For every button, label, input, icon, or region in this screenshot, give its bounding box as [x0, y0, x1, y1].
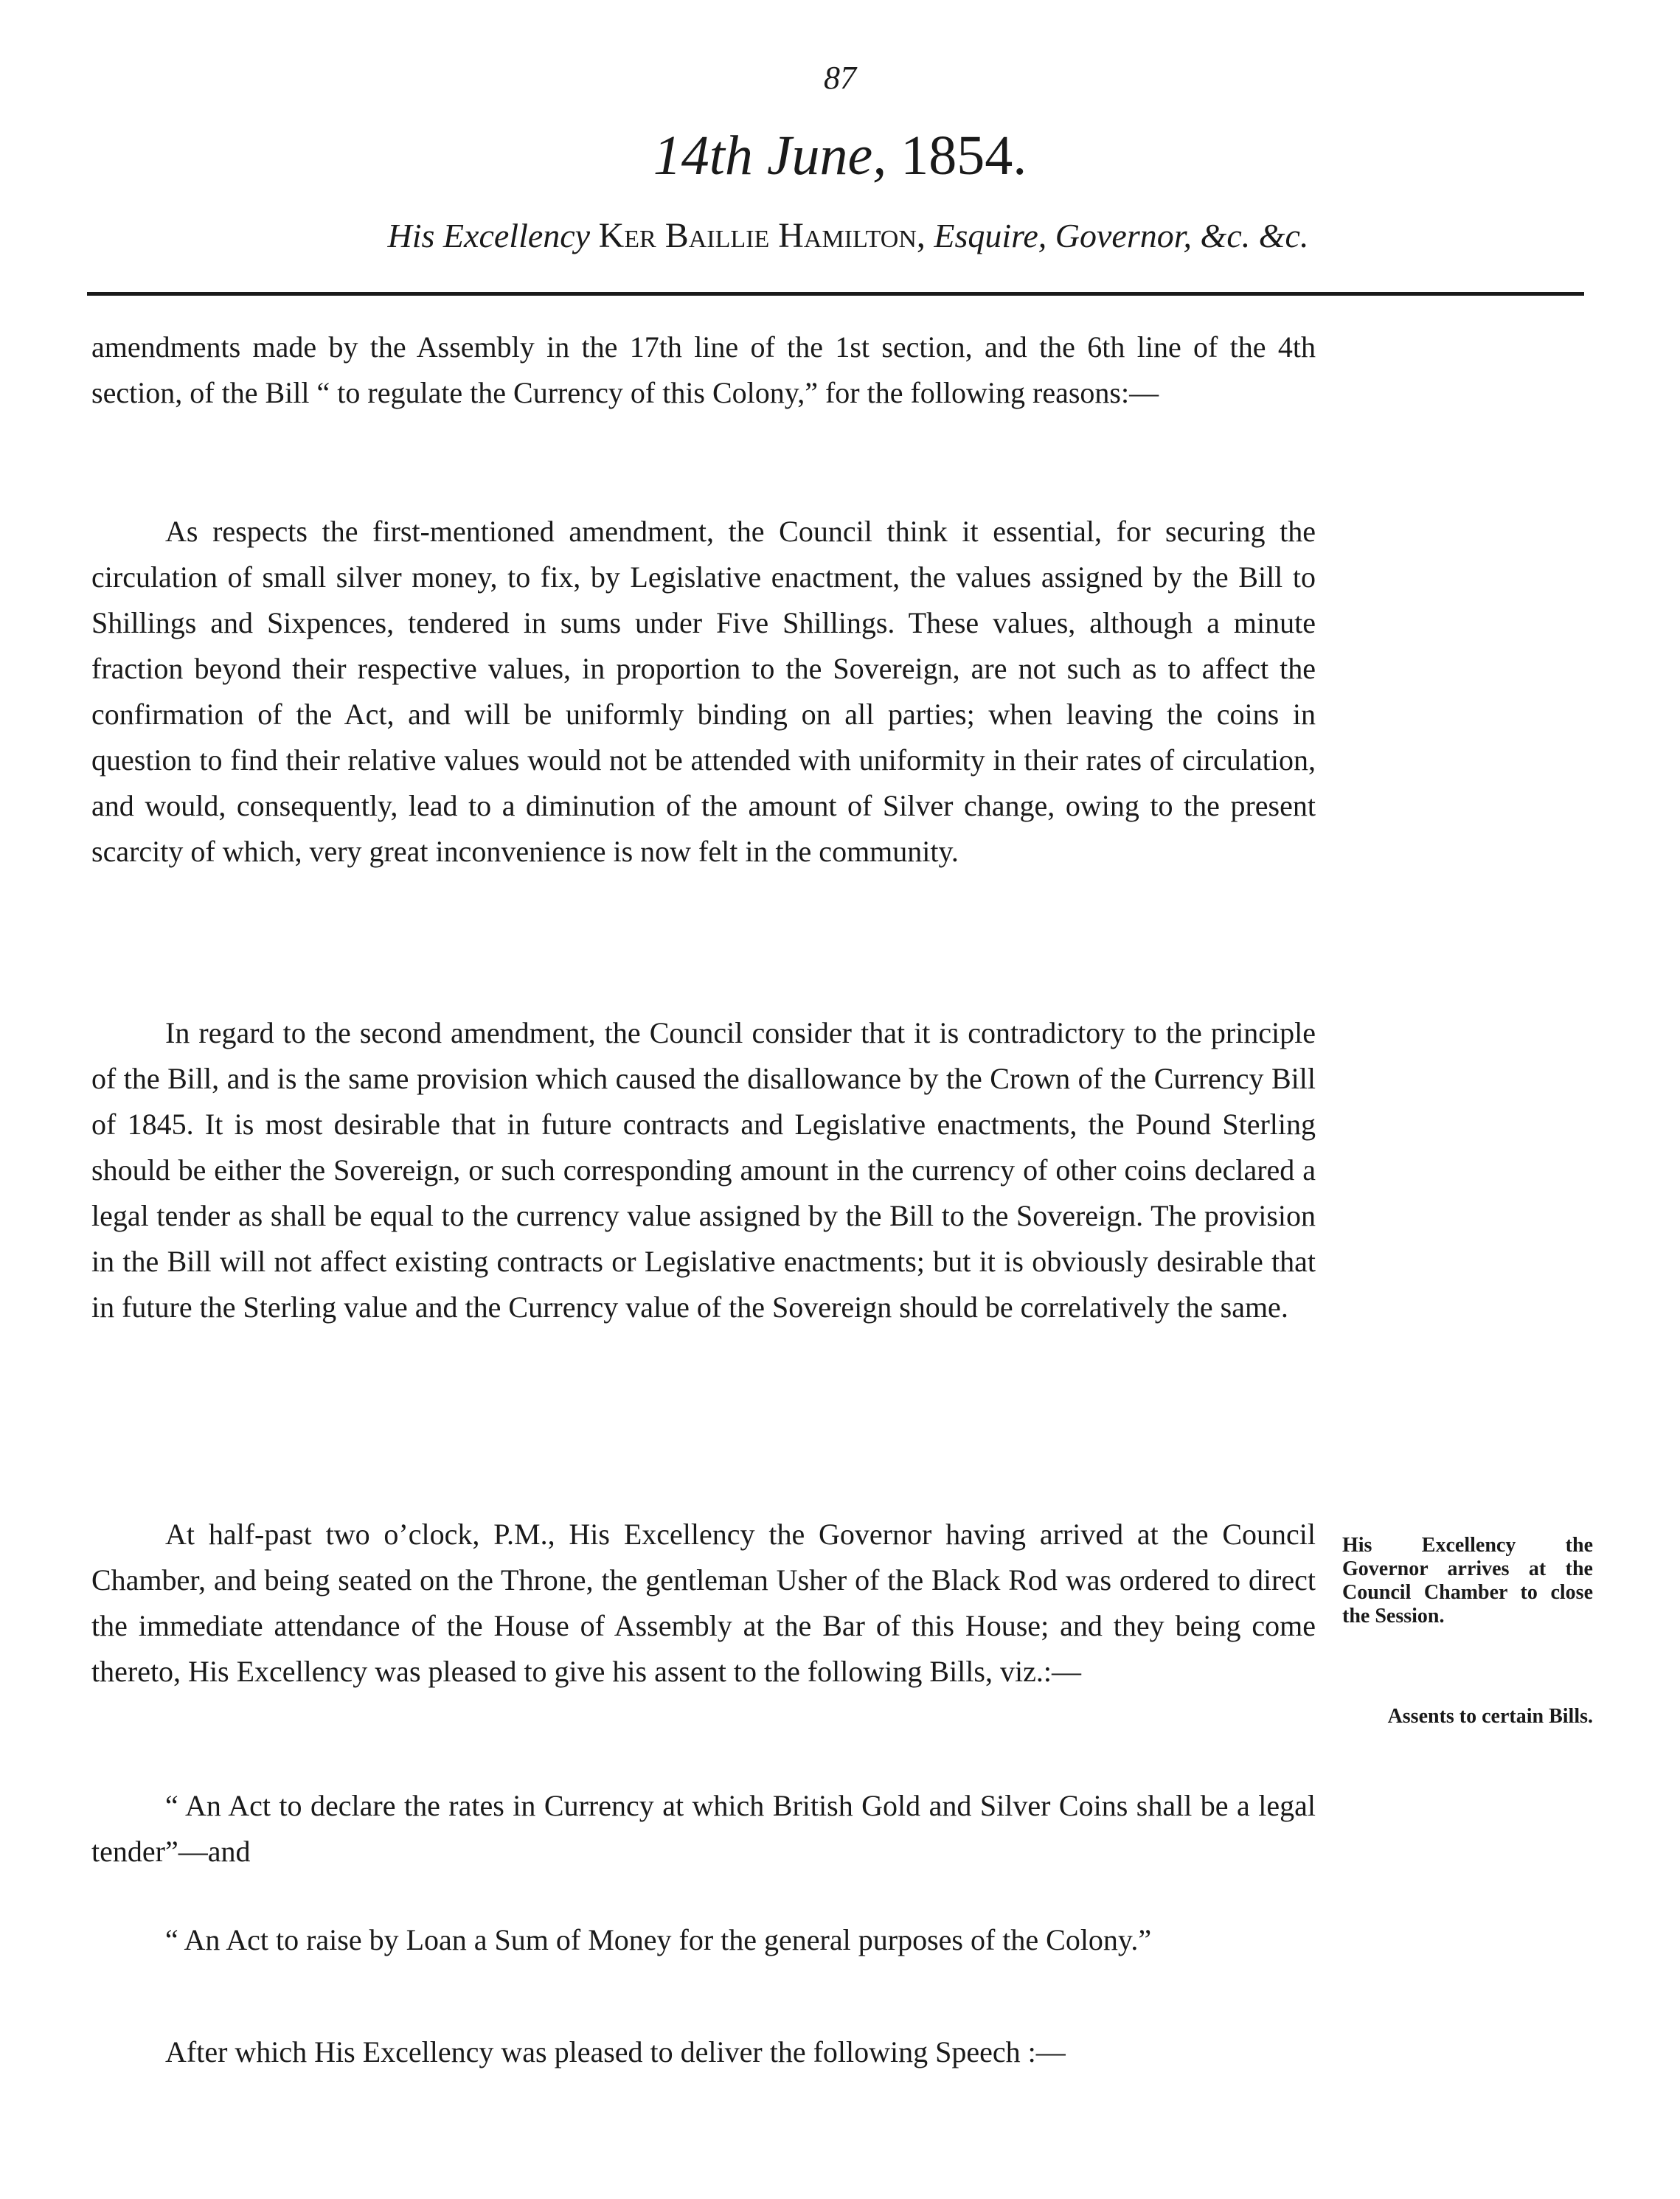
governor-prefix: His Excellency: [387, 217, 591, 254]
paragraph-text: amendments made by the Assembly in the 17th line of the 1st section, and the 6th line of the 4th section, of the Bill “ to regulate the Currency of this Colony,” for the following reasons:—: [91, 330, 1316, 409]
paragraph-second-amendment: [91, 1010, 1316, 1330]
paragraph-text: “ An Act to declare the rates in Currency at which British Gold and Silver Coins shall be a legal tender”—and: [91, 1789, 1316, 1868]
paragraph-speech: [91, 2029, 1316, 2075]
paragraph-text: After which His Excellency was pleased to deliver the following Speech :—: [165, 2035, 1066, 2068]
governor-title: Esquire, Governor, &c. &c.: [934, 217, 1309, 254]
paragraph-text: “ An Act to raise by Loan a Sum of Money for the general purposes of the Colony.”: [165, 1923, 1152, 1956]
governor-name: Ker Baillie Hamilton,: [598, 216, 926, 255]
header-rule: [87, 292, 1584, 296]
page-number: 87: [824, 60, 856, 96]
marginal-note-governor-arrives: His Excellency the Governor arrives at the Council Chamber to close the Session.: [1342, 1534, 1593, 1627]
paragraph-reasons: [91, 324, 1316, 416]
paragraph-act-loan: [91, 1917, 1316, 1963]
paragraph-text: At half-past two o’clock, P.M., His Excellency the Governor having arrived at the Council Chamber, and being seated on the Throne, the gentleman Usher of the Black Rod was ordered to direct the immediate attendance of the House of Assembly at the Bar of this House; and they being come thereto, His Excellency was pleased to give his assent to the following Bills, viz.:—: [91, 1518, 1316, 1688]
marginal-note-assents: Assents to certain Bills.: [1387, 1705, 1593, 1728]
governor-line: [273, 215, 1423, 256]
date-year: 1854.: [900, 125, 1027, 187]
paragraph-act-currency: [91, 1783, 1316, 1875]
paragraph-text: In regard to the second amendment, the Council consider that it is contradictory to the principle of the Bill, and is the same provision which caused the disallowance by the Crown of the Currency Bill of 1845. It is most desirable that in future contracts and Legislative enactments, the Pound Sterling should be either the Sovereign, or such corresponding amount in the currency of other coins declared a legal tender as shall be equal to the currency value assigned by the Bill to the Sovereign. The provision in the Bill will not affect existing contracts or Legislative enactments; but it is obviously desirable that in future the Sterling value and the Currency value of the Sovereign should be correlatively the same.: [91, 1016, 1316, 1324]
date-month: June,: [766, 125, 887, 187]
paragraph-governor-arrives: [91, 1512, 1316, 1695]
paragraph-text: As respects the first-mentioned amendment, the Council think it essential, for securing the circulation of small silver money, to fix, by Legislative enactment, the values assigned by the Bill to Shillings and Sixpences, tendered in sums under Five Shillings. These values, although a minute fraction beyond their respective values, in proportion to the Sovereign, are not such as to affect the confirmation of the Act, and will be uniformly binding on all parties; when leaving the coins in question to find their relative values would not be attended with uniformity in their rates of circulation, and would, consequently, lead to a diminution of the amount of Silver change, owing to the present scarcity of which, very great inconvenience is now felt in the community.: [91, 515, 1316, 868]
date-day: 14th: [653, 125, 753, 187]
paragraph-first-amendment: [91, 509, 1316, 875]
date-heading: [0, 124, 1680, 188]
